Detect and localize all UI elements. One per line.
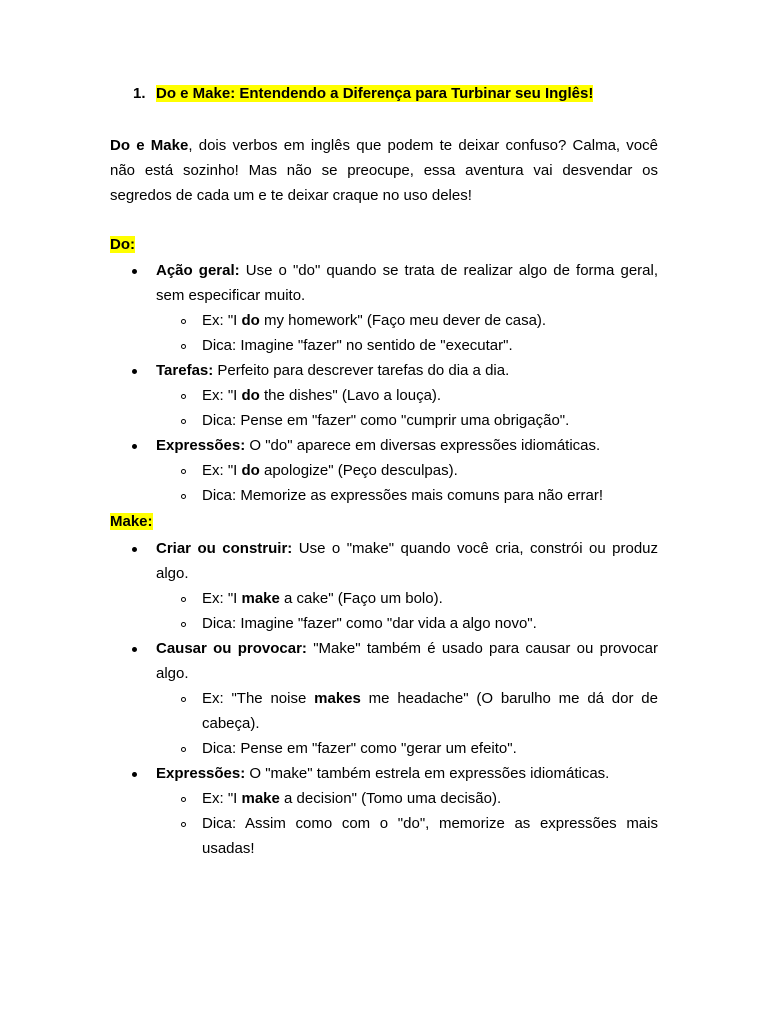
bullet-icon (132, 772, 137, 777)
circle-bullet-icon (181, 747, 186, 752)
example-verb: do (241, 462, 260, 479)
title-text: Do e Make: Entendendo a Diferença para Turbinar seu Inglês! (156, 85, 594, 102)
document-title (133, 84, 593, 104)
circle-bullet-icon (181, 697, 186, 702)
tip-text: Dica: Pense em "fazer" como "gerar um efeito". (202, 740, 517, 757)
section-do-heading-text: Do: (110, 236, 135, 253)
item-text: "Make" também é usado para causar ou provocar algo. (156, 640, 658, 682)
circle-bullet-icon (181, 597, 186, 602)
make-list (110, 536, 658, 861)
item-text: Perfeito para descrever tarefas do dia a dia. (213, 362, 510, 379)
make-item-cause-example (110, 686, 658, 736)
example-post: the dishes" (Lavo a louça). (259, 387, 442, 404)
bullet-icon (132, 547, 137, 552)
section-make-heading (110, 512, 153, 532)
example-pre: Ex: "I (202, 590, 242, 607)
circle-bullet-icon (181, 494, 186, 499)
section-do-heading (110, 235, 135, 255)
make-item-cause (110, 636, 658, 686)
example-post: a cake" (Faço um bolo). (279, 590, 443, 607)
item-label: Tarefas: (156, 362, 214, 379)
item-label: Criar ou construir: (156, 540, 293, 557)
do-item-expressions-tip (110, 483, 658, 508)
example-verb: make (241, 590, 280, 607)
example-verb: do (241, 387, 260, 404)
circle-bullet-icon (181, 469, 186, 474)
do-item-general-tip (110, 333, 658, 358)
title-number: 1. (133, 85, 146, 102)
circle-bullet-icon (181, 394, 186, 399)
do-item-expressions-example (110, 458, 658, 483)
example-post: apologize" (Peço desculpas). (259, 462, 458, 479)
tip-text: Dica: Pense em "fazer" como "cumprir uma obrigação". (202, 412, 570, 429)
circle-bullet-icon (181, 622, 186, 627)
example-post: me headache" (O barulho me dá dor de cabeça). (202, 690, 658, 732)
item-text: Use o "make" quando você cria, constrói ou produz algo. (156, 540, 659, 582)
item-text: O "do" aparece em diversas expressões idiomáticas. (245, 437, 601, 454)
bullet-icon (132, 647, 137, 652)
example-verb: make (241, 790, 280, 807)
item-label: Ação geral: (156, 262, 240, 279)
example-verb: do (241, 312, 260, 329)
intro-paragraph (110, 133, 658, 208)
example-pre: Ex: "I (202, 387, 242, 404)
example-pre: Ex: "I (202, 790, 242, 807)
item-text: O "make" também estrela em expressões idiomáticas. (245, 765, 610, 782)
bullet-icon (132, 444, 137, 449)
do-item-tasks (110, 358, 658, 383)
do-item-general-example (110, 308, 658, 333)
tip-text: Dica: Assim como com o "do", memorize as expressões mais usadas! (202, 815, 658, 857)
do-list (110, 258, 658, 508)
tip-text: Dica: Imagine "fazer" como "dar vida a algo novo". (202, 615, 537, 632)
make-item-create-example (110, 586, 658, 611)
do-item-expressions (110, 433, 658, 458)
example-pre: Ex: "I (202, 312, 242, 329)
circle-bullet-icon (181, 419, 186, 424)
do-item-general (110, 258, 658, 308)
item-label: Expressões: (156, 437, 246, 454)
example-pre: Ex: "The noise (202, 690, 315, 707)
intro-lead: Do e Make (110, 137, 189, 154)
example-post: a decision" (Tomo uma decisão). (279, 790, 502, 807)
make-item-expressions (110, 761, 658, 786)
section-make-heading-text: Make: (110, 513, 153, 530)
intro-text: , dois verbos em inglês que podem te deixar confuso? Calma, você não está sozinho! Mas não se preocupe, essa aventura vai desvendar os segredos de cada um e te deixar craque no uso deles! (110, 137, 658, 204)
do-item-tasks-example (110, 383, 658, 408)
make-item-create (110, 536, 658, 586)
make-item-expressions-tip (110, 811, 658, 861)
bullet-icon (132, 269, 137, 274)
circle-bullet-icon (181, 344, 186, 349)
tip-text: Dica: Imagine "fazer" no sentido de "executar". (202, 337, 513, 354)
item-label: Causar ou provocar: (156, 640, 307, 657)
circle-bullet-icon (181, 797, 186, 802)
example-pre: Ex: "I (202, 462, 242, 479)
make-item-cause-tip (110, 736, 658, 761)
circle-bullet-icon (181, 822, 186, 827)
example-verb: makes (314, 690, 361, 707)
make-item-expressions-example (110, 786, 658, 811)
make-item-create-tip (110, 611, 658, 636)
do-item-tasks-tip (110, 408, 658, 433)
circle-bullet-icon (181, 319, 186, 324)
item-text: Use o "do" quando se trata de realizar algo de forma geral, sem especificar muito. (156, 262, 658, 304)
tip-text: Dica: Memorize as expressões mais comuns para não errar! (202, 487, 603, 504)
bullet-icon (132, 369, 137, 374)
example-post: my homework" (Faço meu dever de casa). (259, 312, 547, 329)
item-label: Expressões: (156, 765, 246, 782)
